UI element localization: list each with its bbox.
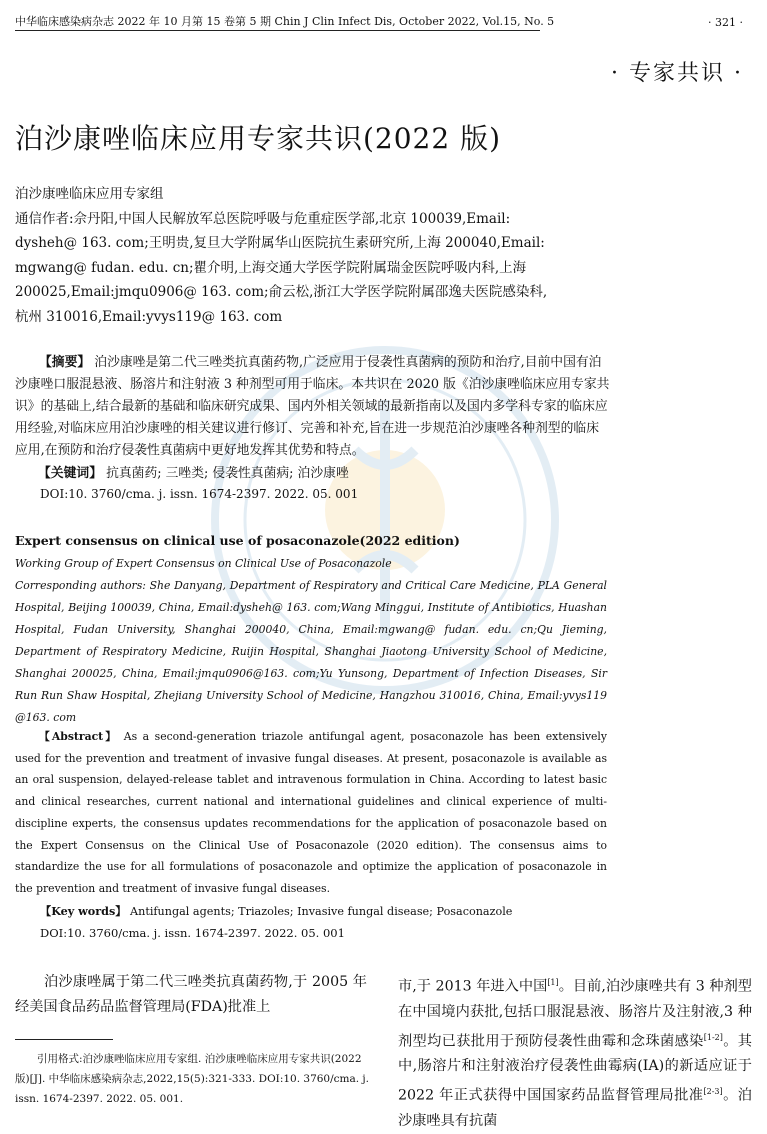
english-group: Working Group of Expert Consensus on Clinical Use of Posaconazole [15, 557, 392, 570]
reference-mark[interactable]: [2-3] [703, 1087, 723, 1097]
column-label: · 专家共识 · [611, 61, 743, 86]
english-authors [15, 553, 607, 729]
header-rule [15, 30, 540, 31]
keywords-cn-text: 抗真菌药; 三唑类; 侵袭性真菌病; 泊沙康唑 [106, 466, 349, 481]
reference-mark[interactable]: [1] [547, 978, 559, 987]
doi-en: DOI:10. 3760/cma. j. issn. 1674-2397. 2022. 05. 001 [40, 926, 345, 940]
author-line: dysheh@ 163. com;王明贵,复旦大学附属华山医院抗生素研究所,上海 200040,Email: [15, 235, 545, 251]
journal-header: 中华临床感染病杂志 2022 年 10 月第 15 卷第 5 期 Chin J Clin Infect Dis, October 2022, Vol.15, No. 5 [15, 15, 555, 28]
author-line: mgwang@ fudan. edu. cn;瞿介明,上海交通大学医学院附属瑞金医院呼吸内科,上海 [15, 259, 527, 276]
abstract-cn-text: 泊沙康唑是第二代三唑类抗真菌药物,广泛应用于侵袭性真菌病的预防和治疗,目前中国有泊沙康唑口服混悬液、肠溶片和注射液 3 种剂型可用于临床。本共识在 2020 版《泊沙康唑临床应用专家共识》的基础上,结合最新的基础和临床研究成果、国内外相关领域的最新指南以及国内多学科专家的临床应用经验,对临床应用泊沙康唑的相关建议进行修订、完善和补充,旨在进一步规范泊沙康唑各种剂型的临床应用,在预防和治疗侵袭性真菌病中更好地发挥其优势和特点。 [15, 355, 610, 458]
author-block [15, 182, 610, 329]
doi-cn: DOI:10. 3760/cma. j. issn. 1674-2397. 2022. 05. 001 [40, 487, 359, 501]
author-line: 杭州 310016,Email:yvys119@ 163. com [15, 308, 283, 325]
body-paragraph: 市,于 2013 年进入中国[1]。目前,泊沙康唑共有 3 种剂型在中国境内获批,包括口服混悬液、肠溶片及注射液,3 种剂型均已获批用于预防侵袭性曲霉和念珠菌感染[1-2]。其中,肠溶片和注射液治疗侵袭性曲霉病(IA)的新适应证于 2022 年正式获得中国国家药品监督管理局批准[2-3]。泊沙康唑具有抗菌 [398, 978, 752, 1130]
body-left-column [15, 970, 367, 1020]
body-paragraph: 泊沙康唑属于第二代三唑类抗真菌药物,于 2005 年经美国食品药品监督管理局(FDA)批准上 [15, 974, 367, 1015]
english-title: Expert consensus on clinical use of posaconazole(2022 edition) [15, 533, 460, 548]
keywords-en [40, 903, 512, 919]
abstract-cn [15, 352, 610, 462]
keywords-cn [38, 463, 349, 485]
abstract-en-text: As a second-generation triazole antifungal agent, posaconazole has been extensively used for the prevention and treatment of invasive fungal diseases. At present, posaconazole is available as an oral suspension, delayed-release tablet and intravenous formulation in China. According to latest basic and clinical researches, current national and international guidelines and clinical experience of multi-discipline experts, the consensus updates recommendations for the application of posaconazole based on the Expert Consensus on the Clinical Use of Posaconazole (2020 edition). The consensus aims to standardize the use for all formulations of posaconazole and optimize the application of posaconazole in the prevention and treatment of invasive fungal diseases. [15, 730, 607, 895]
citation-footnote: 引用格式:泊沙康唑临床应用专家组. 泊沙康唑临床应用专家共识(2022 版)[J]. 中华临床感染病杂志,2022,15(5):321-333. DOI:10. 3760/cma. j. issn. 1674-2397. 2022. 05. 001. [15, 1053, 370, 1105]
article-title: 泊沙康唑临床应用专家共识(2022 版) [15, 122, 502, 155]
keywords-cn-label: 【关键词】 [38, 466, 102, 481]
footnote-rule [15, 1039, 113, 1040]
abstract-cn-label: 【摘要】 [39, 355, 91, 370]
reference-mark[interactable]: [1-2] [703, 1032, 723, 1042]
author-line: 200025,Email:jmqu0906@ 163. com;俞云松,浙江大学医学院附属邵逸夫医院感染科, [15, 284, 548, 300]
author-line: 通信作者:佘丹阳,中国人民解放军总医院呼吸与危重症医学部,北京 100039,Email: [15, 210, 511, 227]
page-number: · 321 · [708, 16, 743, 29]
english-corresponding: Corresponding authors: She Danyang, Department of Respiratory and Critical Care Medicine, PLA General Hospital, Beijing 100039, China, Email:dysheh@ 163. com;Wang Minggui, Institute of Antibiotics, Huashan Hospital, Fudan University, Shanghai 200040, China, Email:mgwang@ fudan. edu. cn;Qu Jieming, Department of Respiratory Medicine, Ruijin Hospital, Shanghai Jiaotong University School of Medicine, Shanghai 200025, China, Email:jmqu0906@163. com;Yu Yunsong, Department of Infection Diseases, Sir Run Run Shaw Hospital, Zhejiang University School of Medicine, Hangzhou 310016, China, Email:yvys119 @163. com [15, 579, 607, 724]
keywords-en-text: Antifungal agents; Triazoles; Invasive fungal disease; Posaconazole [130, 905, 513, 918]
abstract-en-label: 【Abstract】 [39, 730, 119, 743]
abstract-en [15, 726, 607, 900]
body-right-column [398, 970, 752, 1134]
keywords-en-label: 【Key words】 [40, 904, 127, 918]
author-group: 泊沙康唑临床应用专家组 [15, 186, 164, 202]
